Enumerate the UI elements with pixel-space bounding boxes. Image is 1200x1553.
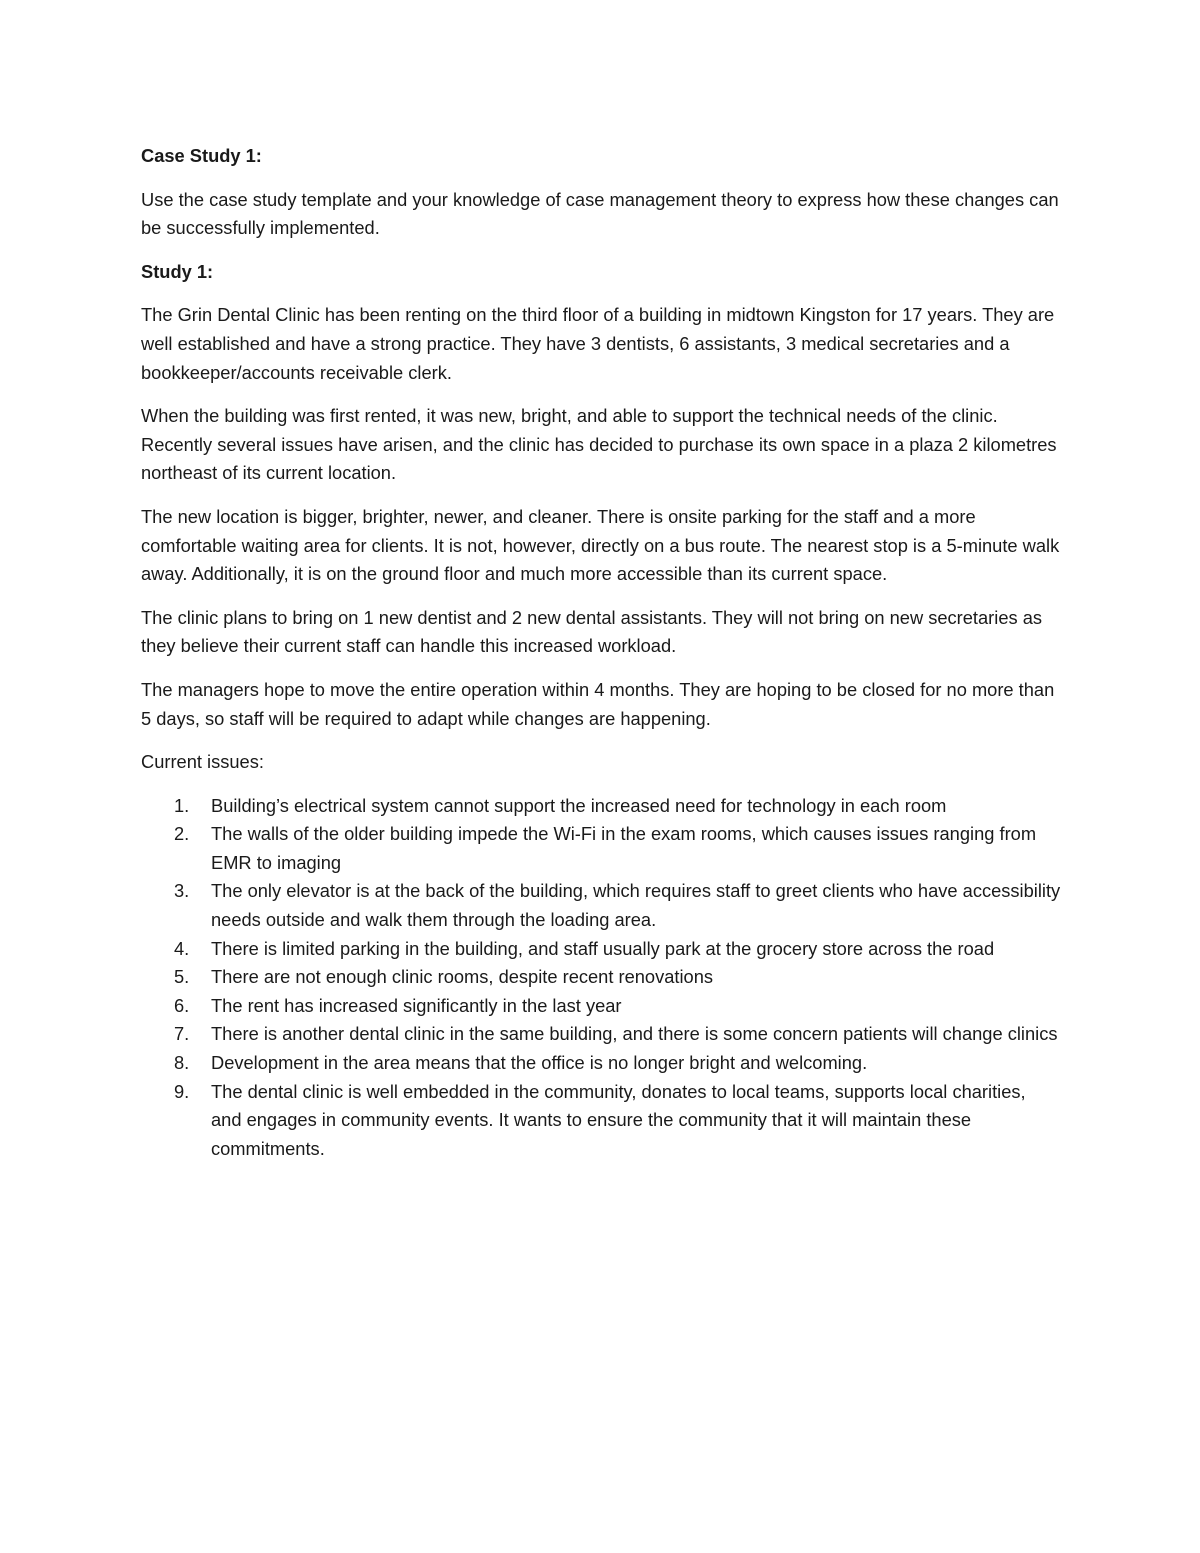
list-item xyxy=(141,792,1061,821)
paragraph-timeline: The managers hope to move the entire operation within 4 months. They are hoping to be closed for no more than 5 days, so staff will be required to adapt while changes are happening. xyxy=(141,678,1055,729)
list-item-number: 6. xyxy=(174,994,190,1016)
list-item-number: 5. xyxy=(174,966,190,988)
intro-paragraph: Use the case study template and your knowledge of case management theory to express how these changes can be successfully implemented. xyxy=(141,188,1059,239)
list-item xyxy=(141,963,1061,992)
issues-label: Current issues: xyxy=(141,751,264,773)
list-item-text: The only elevator is at the back of the building, which requires staff to greet clients who have accessibility needs outside and walk them through the loading area. xyxy=(211,880,1061,931)
issue-list xyxy=(141,792,1061,1164)
paragraph-background: The Grin Dental Clinic has been renting on the third floor of a building in midtown Kingston for 17 years. They are well established and have a strong practice. They have 3 dentists, 6 assistants, 3 medical secretaries and a bookkeeper/accounts receivable clerk. xyxy=(141,304,1055,383)
list-item-text: There is limited parking in the building, and staff usually park at the grocery store across the road xyxy=(211,937,995,959)
list-item xyxy=(141,820,1061,877)
list-item-text: Development in the area means that the office is no longer bright and welcoming. xyxy=(211,1052,868,1074)
paragraph-reason: When the building was first rented, it was new, bright, and able to support the technical needs of the clinic. Recently several issues have arisen, and the clinic has decided to purchase its own space in a plaza 2 kilometres northeast of its current location. xyxy=(141,405,1057,484)
paragraph-new-location: The new location is bigger, brighter, newer, and cleaner. There is onsite parking for the staff and a more comfortable waiting area for clients. It is not, however, directly on a bus route. The nearest stop is a 5-minute walk away. Additionally, it is on the ground floor and much more accessible than its current space. xyxy=(141,505,1060,585)
list-item xyxy=(141,935,1061,964)
paragraph-staffing: The clinic plans to bring on 1 new dentist and 2 new dental assistants. They will not bring on new secretaries as they believe their current staff can handle this increased workload. xyxy=(141,606,1043,657)
document-title: Case Study 1: xyxy=(141,145,262,166)
list-item-number: 8. xyxy=(174,1052,190,1074)
list-item xyxy=(141,1049,1061,1078)
list-item-text: There are not enough clinic rooms, despite recent renovations xyxy=(211,966,714,988)
list-item-number: 3. xyxy=(174,880,190,902)
list-item-number: 7. xyxy=(174,1023,190,1045)
list-item xyxy=(141,1020,1061,1049)
list-item-text: The walls of the older building impede the Wi-Fi in the exam rooms, which causes issues ranging from EMR to imaging xyxy=(211,823,1037,873)
list-item-number: 4. xyxy=(174,937,190,959)
list-item xyxy=(141,992,1061,1021)
list-item xyxy=(141,1078,1061,1164)
list-item xyxy=(141,877,1061,934)
document-page xyxy=(141,142,1061,1163)
list-item-number: 9. xyxy=(174,1080,190,1102)
list-item-text: The dental clinic is well embedded in the community, donates to local teams, supports local charities, and engages in community events. It wants to ensure the community that it will maintain these commitments. xyxy=(211,1080,1026,1159)
list-item-number: 2. xyxy=(174,823,190,845)
list-item-number: 1. xyxy=(174,794,190,816)
list-item-text: Building’s electrical system cannot support the increased need for technology in each room xyxy=(211,794,947,816)
list-item-text: There is another dental clinic in the same building, and there is some concern patients will change clinics xyxy=(211,1023,1058,1045)
list-item-text: The rent has increased significantly in the last year xyxy=(211,994,622,1016)
study-subheading: Study 1: xyxy=(141,260,214,282)
